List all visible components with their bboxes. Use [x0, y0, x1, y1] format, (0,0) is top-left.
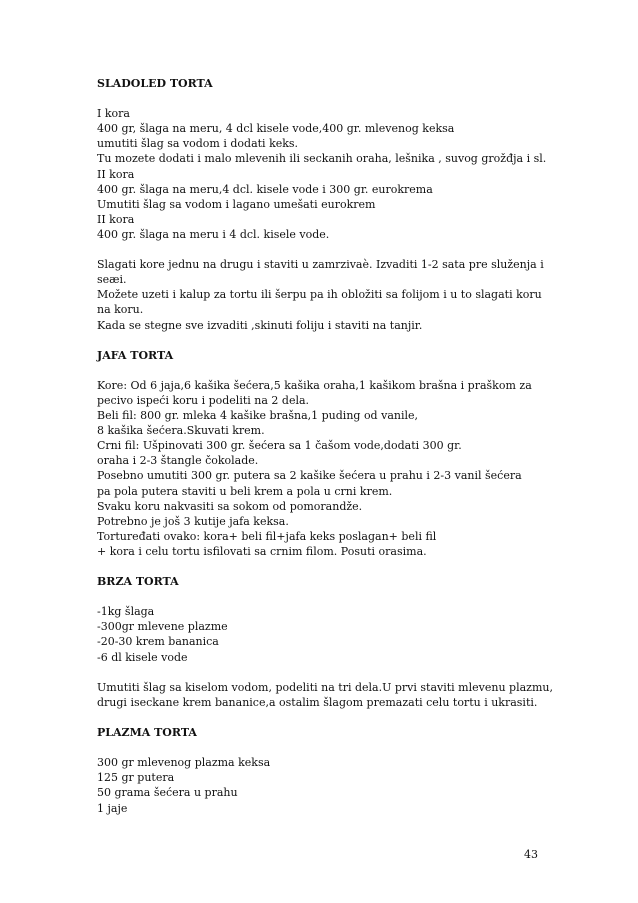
text-line: oraha i 2-3 štangle čokolade. — [97, 454, 259, 468]
section-brza-torta — [97, 574, 567, 725]
text-line: 400 gr. šlaga na meru,4 dcl. kisele vode i 300 gr. eurokrema — [97, 182, 433, 196]
text-line: 300 gr mlevenog plazma keksa — [97, 756, 271, 770]
page-number: 43 — [524, 848, 538, 861]
text-line: pa pola putera staviti u beli krem a pola u crni krem. — [97, 484, 393, 498]
section-plazma-torta — [97, 725, 567, 816]
section-title: BRZA TORTA — [97, 575, 179, 589]
text-line: + kora i celu tortu isfilovati sa crnim filom. Posuti orasima. — [97, 544, 427, 558]
text-line: pecivo ispeći koru i podeliti na 2 dela. — [97, 393, 310, 407]
text-line: Kada se stegne sve izvaditi ,skinuti foliju i staviti na tanjir. — [97, 318, 423, 332]
blank-line — [97, 559, 567, 574]
document-body — [97, 76, 567, 816]
text-line: 8 kašika šećera.Skuvati krem. — [97, 424, 265, 438]
blank-line — [97, 242, 567, 257]
text-line: Beli fil: 800 gr. mleka 4 kašike brašna,1 puding od vanile, — [97, 409, 418, 423]
text-line: 50 grama šećera u prahu — [97, 786, 238, 800]
text-line: 1 jaje — [97, 801, 128, 815]
text-line: Umutiti šlag sa vodom i lagano umešati eurokrem — [97, 197, 376, 211]
text-line: Umutiti šlag sa kiselom vodom, podeliti na tri dela.U prvi staviti mlevenu plazmu, — [97, 680, 553, 694]
text-line: 125 gr putera — [97, 771, 175, 785]
section-sladoled-torta — [97, 76, 567, 348]
text-line: Crni fil: Ušpinovati 300 gr. šećera sa 1 čašom vode,dodati 300 gr. — [97, 439, 462, 453]
text-line: Tu mozete dodati i malo mlevenih ili seckanih oraha, lešnika , suvog grožđja i sl. — [97, 152, 547, 166]
text-line: Potrebno je još 3 kutije jafa keksa. — [97, 514, 289, 528]
text-line: Slagati kore jednu na drugu i staviti u zamrzivaè. Izvaditi 1-2 sata pre služenja i — [97, 258, 544, 272]
section-title: JAFA TORTA — [97, 348, 174, 362]
text-line: Tortuređati ovako: kora+ beli fil+jafa keks poslagan+ beli fil — [97, 529, 437, 543]
text-line: Možete uzeti i kalup za tortu ili šerpu pa ih obložiti sa folijom i u to slagati koru — [97, 288, 542, 302]
text-line: 400 gr. šlaga na meru i 4 dcl. kisele vode. — [97, 227, 330, 241]
blank-line — [97, 665, 567, 680]
blank-line — [97, 710, 567, 725]
section-title: PLAZMA TORTA — [97, 726, 197, 740]
blank-line — [97, 333, 567, 348]
blank-line — [97, 740, 567, 755]
text-line: seæi. — [97, 273, 127, 287]
text-line: Kore: Od 6 jaja,6 kašika šećera,5 kašika oraha,1 kašikom brašna i praškom za — [97, 378, 532, 392]
text-line: -6 dl kisele vode — [97, 650, 188, 664]
blank-line — [97, 91, 567, 106]
text-line: Posebno umutiti 300 gr. putera sa 2 kašike šećera u prahu i 2-3 vanil šećera — [97, 469, 522, 483]
blank-line — [97, 363, 567, 378]
text-line: II kora — [97, 212, 135, 226]
text-line: II kora — [97, 167, 135, 181]
text-line: -300gr mlevene plazme — [97, 620, 228, 634]
text-line: I kora — [97, 107, 130, 121]
section-title: SLADOLED TORTA — [97, 77, 213, 90]
text-line: na koru. — [97, 303, 144, 317]
text-line: umutiti šlag sa vodom i dodati keks. — [97, 137, 299, 151]
text-line: Svaku koru nakvasiti sa sokom od pomorandže. — [97, 499, 363, 513]
text-line: -20-30 krem bananica — [97, 635, 219, 649]
blank-line — [97, 589, 567, 604]
text-line: 400 gr, šlaga na meru, 4 dcl kisele vode,400 gr. mlevenog keksa — [97, 122, 455, 136]
text-line: drugi iseckane krem bananice,a ostalim šlagom premazati celu tortu i ukrasiti. — [97, 695, 538, 709]
text-line: -1kg šlaga — [97, 605, 155, 619]
section-jafa-torta — [97, 348, 567, 574]
